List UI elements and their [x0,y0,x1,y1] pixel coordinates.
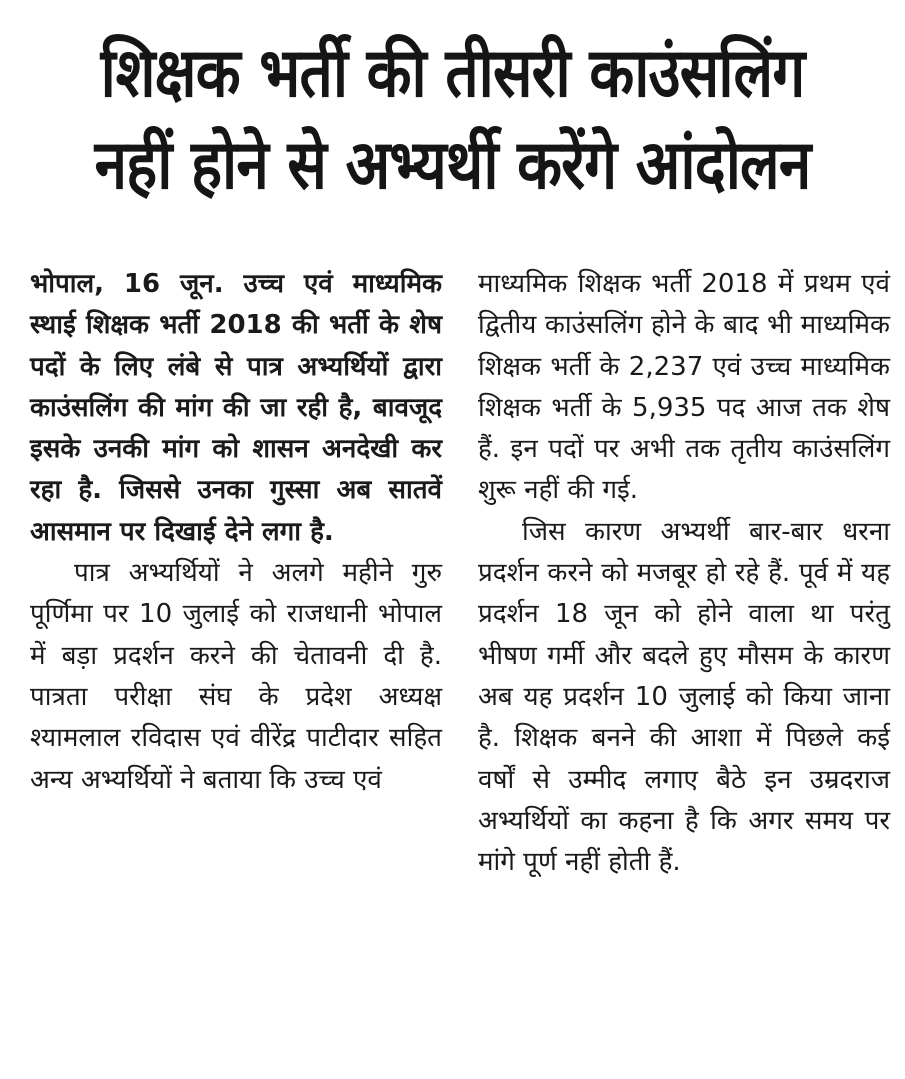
headline-line-2: नहीं होने से अभ्यर्थी करेंगे आंदोलन [94,126,811,205]
article-paragraph-4: जिस कारण अभ्यर्थी बार-बार धरना प्रदर्शन करने को मजबूर हो रहे हैं. पूर्व में यह प्रदर्शन 18 जून को होने वाला था परंतु भीषण गर्मी और बदले हुए मौसम के कारण अब यह प्रदर्शन 10 जुलाई को किया जाना है. शिक्षक बनने की आशा में पिछले कई वर्षों से उम्मीद लगाए बैठे इन उम्रदराज अभ्यर्थियों का कहना है कि अगर समय पर मांगे पूर्ण नहीं होती हैं. [478,516,890,878]
article-column-right [478,264,890,883]
article-column-left [30,264,442,801]
lead-paragraph: भोपाल, 16 जून. उच्च एवं माध्यमिक स्थाई शिक्षक भर्ती 2018 की भर्ती के शेष पदों के लिए लंबे से पात्र अभ्यर्थियों द्वारा काउंसलिंग की मांग की जा रही है, बावजूद इसके उनकी मांग को शासन अनदेखी कर रहा है. जिससे उनका गुस्सा अब सातवें आसमान पर दिखाई देने लगा है. [30,269,442,547]
headline-line-1: शिक्षक भर्ती की तीसरी काउंसलिंग [100,34,805,113]
article-paragraph-3: माध्यमिक शिक्षक भर्ती 2018 में प्रथम एवं द्वितीय काउंसलिंग होने के बाद भी माध्यमिक शिक्षक भर्ती के 2,237 एवं उच्च माध्यमिक शिक्षक भर्ती के 5,935 पद आज तक शेष हैं. इन पदों पर अभी तक तृतीय काउंसलिंग शुरू नहीं की गई. [478,269,890,506]
headline [20,28,885,212]
article-paragraph-2: पात्र अभ्यर्थियों ने अलगे महीने गुरु पूर्णिमा पर 10 जुलाई को राजधानी भोपाल में बड़ा प्रदर्शन करने की चेतावनी दी है. पात्रता परीक्षा संघ के प्रदेश अध्यक्ष श्यामलाल रविदास एवं वीरेंद्र पाटीदार सहित अन्य अभ्यर्थियों ने बताया कि उच्च एवं [30,558,442,795]
